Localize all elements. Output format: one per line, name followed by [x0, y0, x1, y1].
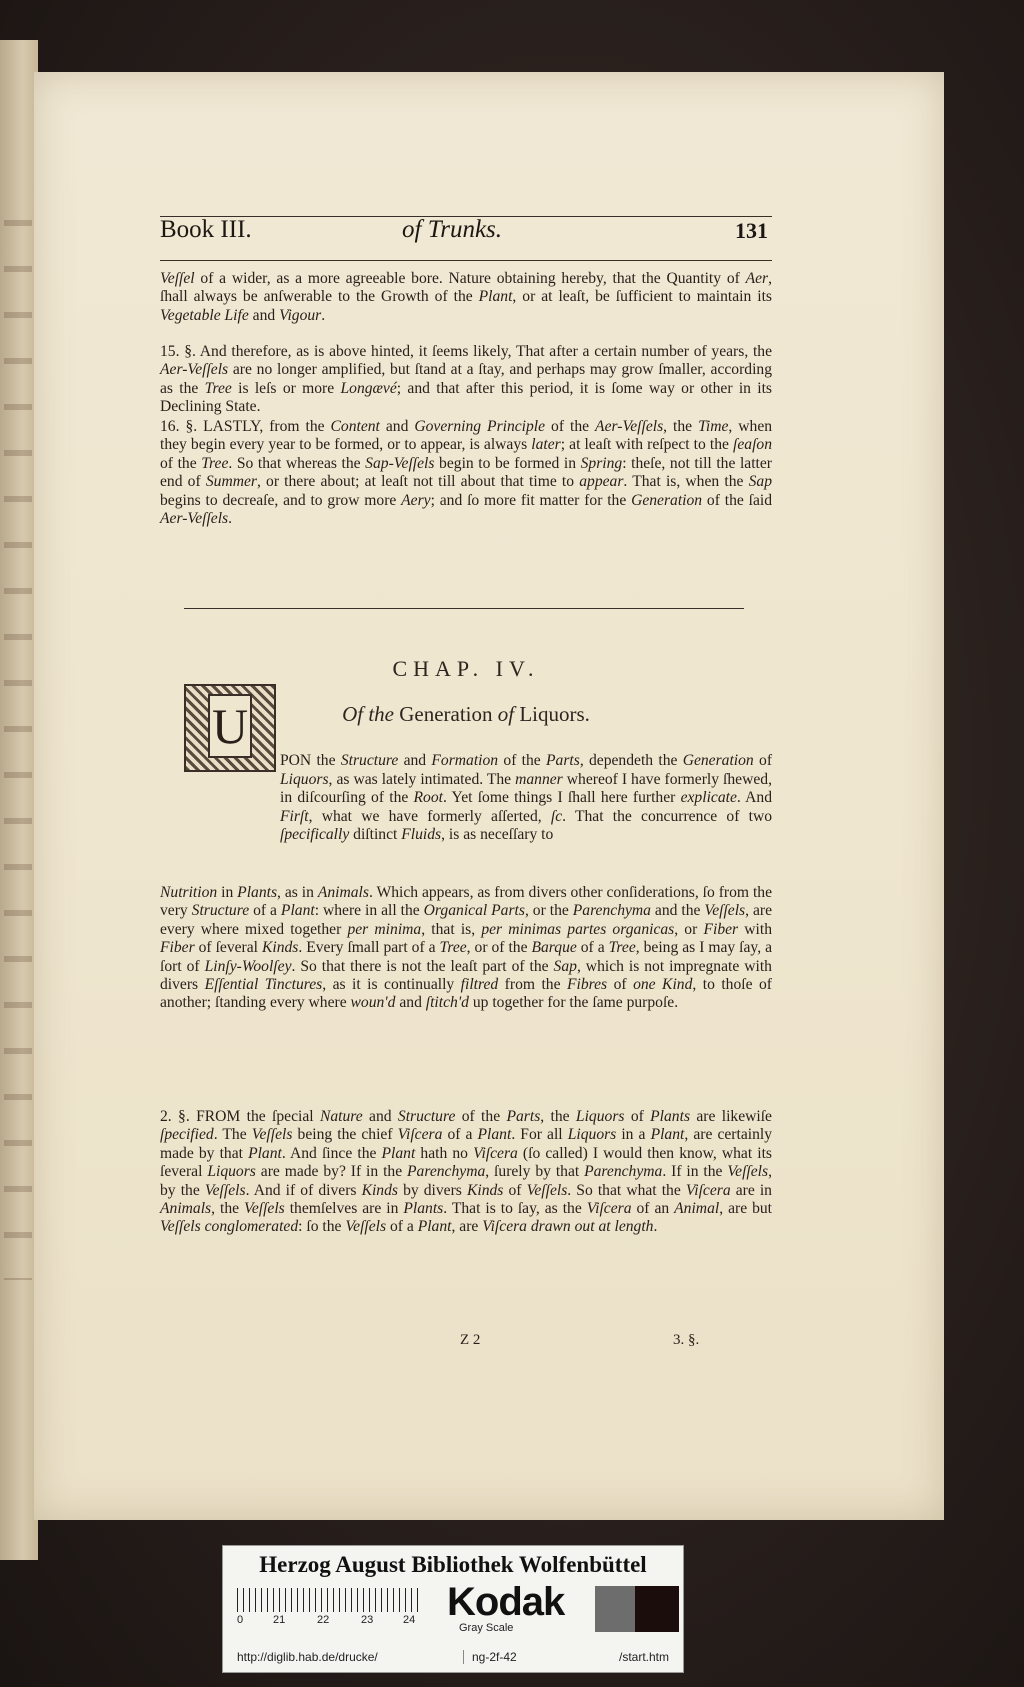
source-url: http://diglib.hab.de/drucke/ — [237, 1650, 378, 1664]
paragraph-2: 2. §. FROM the ſpecial Nature and Structure of the Parts, the Liquors of Plants are likewiſe ſpecified. The Veſſels being the chief Viſcera of a Plant. For all Liquors in a Plant, are certainly made by that Plant. And ſince the Plant hath no Viſcera (ſo called) I would then know, what its ſeveral Liquors are made by? If in the Parenchyma, ſurely by that Parenchyma. If in the Veſſels, by the Veſſels. And if of divers Kinds by divers Kinds of Veſſels. So that what the Viſcera are in Animals, the Veſſels themſelves are in Plants. That is to ſay, as the Viſcera of an Animal, are but Veſſels conglomerated: ſo the Veſſels of a Plant, are Viſcera drawn out at length. — [160, 1108, 773, 1236]
tick-label: 22 — [317, 1614, 330, 1626]
chapter-heading: CHAP. IV. — [392, 656, 540, 681]
paragraph-14-end: Veſſel of a wider, as a more agreeable bore. Nature obtaining hereby, that the Quantity of Aer, ſhall always be anſwerable to the Growth of the Plant, or at leaſt, be ſufficient to maintain its Vegetable Life and Vigour. — [160, 270, 772, 324]
library-name: Herzog August Bibliothek Wolfenbüttel — [259, 1552, 647, 1577]
tick-label: 21 — [273, 1614, 286, 1626]
paragraph-16: 16. §. LASTLY, from the Content and Governing Principle of the Aer-Veſſels, the Time, when they begin every year to be formed, or to appear, is always later; at leaſt with reſpect to the ſeaſon of the Tree. So that whereas the Sap-Veſſels begin to be formed in Spring: theſe, not till the latter end of Summer, or there about; at leaſt not till about that time to appear. That is, when the Sap begins to decreaſe, and to grow more Aery; and ſo more fit matter for the Generation of the ſaid Aer-Veſſels. — [160, 418, 773, 528]
black-patch — [635, 1586, 679, 1632]
tick-label: 24 — [403, 1614, 416, 1626]
decorative-initial-U — [184, 684, 276, 772]
chapter-divider-rule — [184, 608, 744, 609]
kodak-logo: Kodak — [447, 1580, 565, 1624]
catchword: 3. §. — [673, 1332, 700, 1348]
running-header — [160, 216, 772, 248]
gray-scale-label: Gray Scale — [459, 1622, 514, 1634]
paragraph-1-continued: Nutrition in Plants, as in Animals. Which appears, as from divers other conſiderations, ſo from the very Structure of a Plant: where in all the Organical Parts, or the Parenchyma and the Veſſels, are every where mixed together per minima, that is, per minimas partes organicas, or Fiber with Fiber of ſeveral Kinds. Every ſmall part of a Tree, or of the Barque of a Tree, being as I may ſay, a ſort of Linſy-Woolſey. So that there is not the leaſt part of the Sap, which is not impregnate with divers Eſſential Tinctures, as it is continually filtred from the Fibres of one Kind, to thoſe of another; ſtanding every where woun'd and ſtitch'd up together for the ſame purpoſe. — [160, 884, 773, 1012]
dropcap-letter: U — [208, 694, 252, 758]
kodak-color-card — [222, 1545, 684, 1673]
header-title: of Trunks. — [402, 216, 503, 243]
book-page — [34, 72, 944, 1520]
shelfmark: ng-2f-42 — [463, 1650, 517, 1664]
chapter-title: Of the Generation of Liquors. — [342, 702, 590, 726]
header-book: Book III. — [160, 216, 252, 243]
left-page-text-bleed — [4, 180, 32, 1280]
gray-patch — [595, 1586, 635, 1632]
chapter-opening-paragraph: PON the Structure and Formation of the Parts, dependeth the Generation of Liquors, as was lately intimated. The manner whereof I have formerly ſhewed, in diſcourſing of the Root. Yet ſome things I ſhall here further explicate. And Firſt, what we have formerly aſſerted, ſc. That the concurrence of two ſpecifically diſtinct Fluids, is as neceſſary to — [280, 752, 773, 844]
ruler-scale — [237, 1588, 423, 1612]
left-page-edge — [0, 40, 38, 1560]
tick-label: 23 — [361, 1614, 374, 1626]
tick-label: 0 — [237, 1614, 244, 1626]
signature-mark: Z 2 — [460, 1332, 481, 1348]
paragraph-15: 15. §. And therefore, as is above hinted, it ſeems likely, That after a certain number of years, the Aer-Veſſels are no longer amplified, but ſtand at a ſtay, and perhaps may grow ſmaller, according as the Tree is leſs or more Longævé; and that after this period, it is ſome way or other in its Declining State. — [160, 343, 772, 416]
page-number: 131 — [735, 218, 768, 243]
header-rule-bottom — [160, 260, 772, 261]
start-page-label: /start.htm — [618, 1650, 669, 1664]
